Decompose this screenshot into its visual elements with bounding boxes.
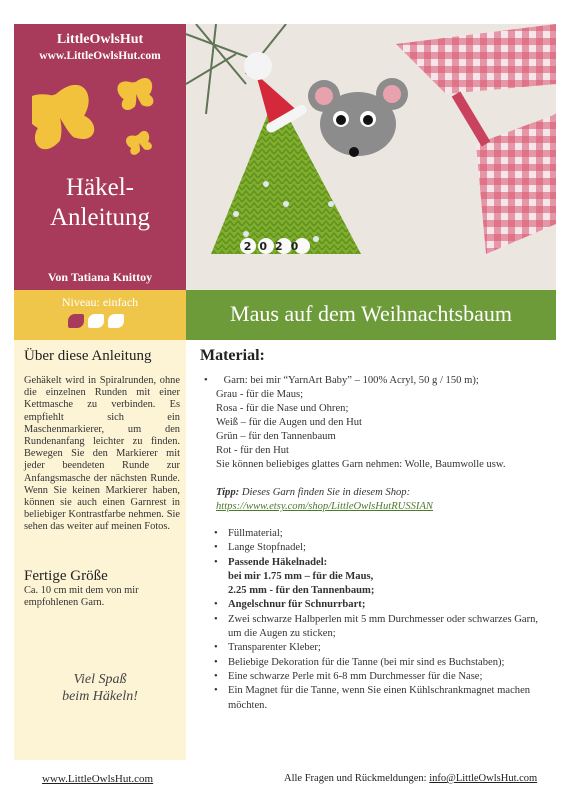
about-text: Gehäkelt wird in Spiralrunden, ohne die einzelnen Runden mit einer Kettmasche zu verbinden. Es empfiehlt sich ein Maschenmarkierer, um den Rundenanfang leichter zu finden. Bewegen Sie den Markierer mit jeder beendeten Runde zur Anfangsmasche der nächsten Runde. Wenn Sie keinen Markierer haben, können sie auch einen Garnrest in beliebiger Kontrastfarbe nehmen. Sie sehen das weiter auf meinen Fotos. — [24, 375, 180, 533]
bullet-icon: • — [214, 656, 218, 668]
tool-item — [214, 613, 554, 642]
tree-badge-text: 2020 — [243, 240, 307, 253]
title-line2: Anleitung — [50, 204, 150, 231]
tip-text: Dieses Garn finden Sie in diesem Shop: — [241, 487, 411, 498]
yarn-line: Grün – für den Tannenbaum — [216, 431, 336, 442]
tool-text: Zwei schwarze Halbperlen mit 5 mm Durchmesser oder schwarzes Garn, um die Augen zu sticken; — [228, 613, 539, 640]
sidebar — [14, 340, 186, 760]
greeting-line2: beim Häkeln! — [62, 689, 138, 704]
shop-link[interactable]: https://www.etsy.com/shop/LittleOwlsHutRUSSIAN — [216, 501, 433, 512]
butterflies-icon — [32, 72, 172, 168]
yarn-intro-item — [204, 374, 554, 388]
title-bar — [186, 290, 556, 340]
tool-text: Transparenter Kleber; — [228, 642, 321, 654]
tool-item — [214, 584, 554, 598]
product-photo — [186, 24, 556, 290]
greeting-line1: Viel Spaß — [73, 672, 127, 687]
level-indicator — [68, 314, 130, 330]
tool-item — [214, 598, 554, 612]
yarn-line: Rot - für den Hut — [216, 445, 289, 456]
tool-text: Passende Häkelnadel: — [228, 556, 328, 568]
yarn-line: Grau - für die Maus; — [216, 389, 304, 400]
level-pill — [108, 314, 124, 328]
yarn-intro: Garn: bei mir “YarnArt Baby” – 100% Acryl, 50 g / 150 m); — [223, 375, 479, 386]
brand-name: LittleOwlsHut — [56, 32, 144, 47]
yarn-lines — [204, 388, 554, 472]
tools-list — [214, 527, 554, 713]
footer-contact — [284, 773, 537, 784]
material-heading: Material: — [200, 347, 265, 364]
tool-item — [214, 570, 554, 584]
tool-text: 2.25 mm - für den Tannenbaum; — [228, 585, 375, 597]
tool-item — [214, 541, 554, 555]
yarn-line: Rosa - für die Nase und Ohren; — [216, 403, 349, 414]
bullet-icon: • — [214, 642, 218, 654]
tool-text: Füllmaterial; — [228, 528, 283, 539]
bullet-icon: • — [214, 599, 218, 611]
tool-item — [214, 556, 554, 570]
tool-item — [214, 670, 554, 684]
footer-email-link[interactable]: info@LittleOwlsHut.com — [429, 773, 538, 784]
bullet-icon: • — [214, 613, 218, 625]
tool-text: Lange Stopfnadel; — [228, 542, 306, 554]
tip-label: Tipp: — [216, 487, 240, 498]
tool-text: Eine schwarze Perle mit 6-8 mm Durchmesser für die Nase; — [228, 670, 483, 682]
bullet-icon: • — [214, 542, 218, 554]
tool-item — [214, 684, 554, 713]
level-pill — [68, 314, 84, 328]
footer-website-link[interactable]: www.LittleOwlsHut.com — [42, 773, 154, 785]
level-pill — [88, 314, 104, 328]
about-heading: Über diese Anleitung — [24, 348, 152, 364]
bullet-icon: • — [214, 670, 218, 682]
brand-url: www.LittleOwlsHut.com — [39, 50, 161, 62]
yarn-line: Sie können beliebiges glattes Garn nehmen: Wolle, Baumwolle usw. — [216, 459, 506, 470]
pattern-title: Maus auf dem Weihnachtsbaum — [230, 301, 512, 326]
tool-item — [214, 527, 554, 541]
tool-item — [214, 656, 554, 670]
tool-text: Beliebige Dekoration für die Tanne (bei mir sind es Buchstaben); — [228, 656, 505, 668]
footer-contact-label: Alle Fragen und Rückmeldungen: — [284, 773, 427, 784]
brand-panel — [14, 24, 186, 290]
bullet-icon: • — [214, 685, 218, 697]
yarn-line: Weiß – für die Augen und den Hut — [216, 417, 362, 428]
level-label: Niveau: einfach — [61, 295, 139, 309]
title-line1: Häkel- — [65, 174, 135, 201]
level-panel — [14, 290, 186, 340]
tool-text: Angelschnur für Schnurrbart; — [228, 599, 366, 611]
bullet-icon: • — [204, 375, 224, 386]
tool-text: bei mir 1.75 mm – für die Maus, — [228, 570, 374, 582]
bullet-icon: • — [214, 556, 218, 568]
author: Von Tatiana Knittoy — [47, 270, 153, 284]
size-text: Ca. 10 cm mit dem von mir empfohlenen Garn. — [24, 585, 139, 609]
yarn-block — [204, 374, 554, 514]
tool-text: Ein Magnet für die Tanne, wenn Sie einen Kühlschrankmagnet machen möchten. — [228, 685, 531, 711]
tool-item — [214, 641, 554, 655]
tip — [204, 486, 554, 514]
size-heading: Fertige Größe — [24, 568, 108, 584]
bullet-icon: • — [214, 528, 218, 539]
